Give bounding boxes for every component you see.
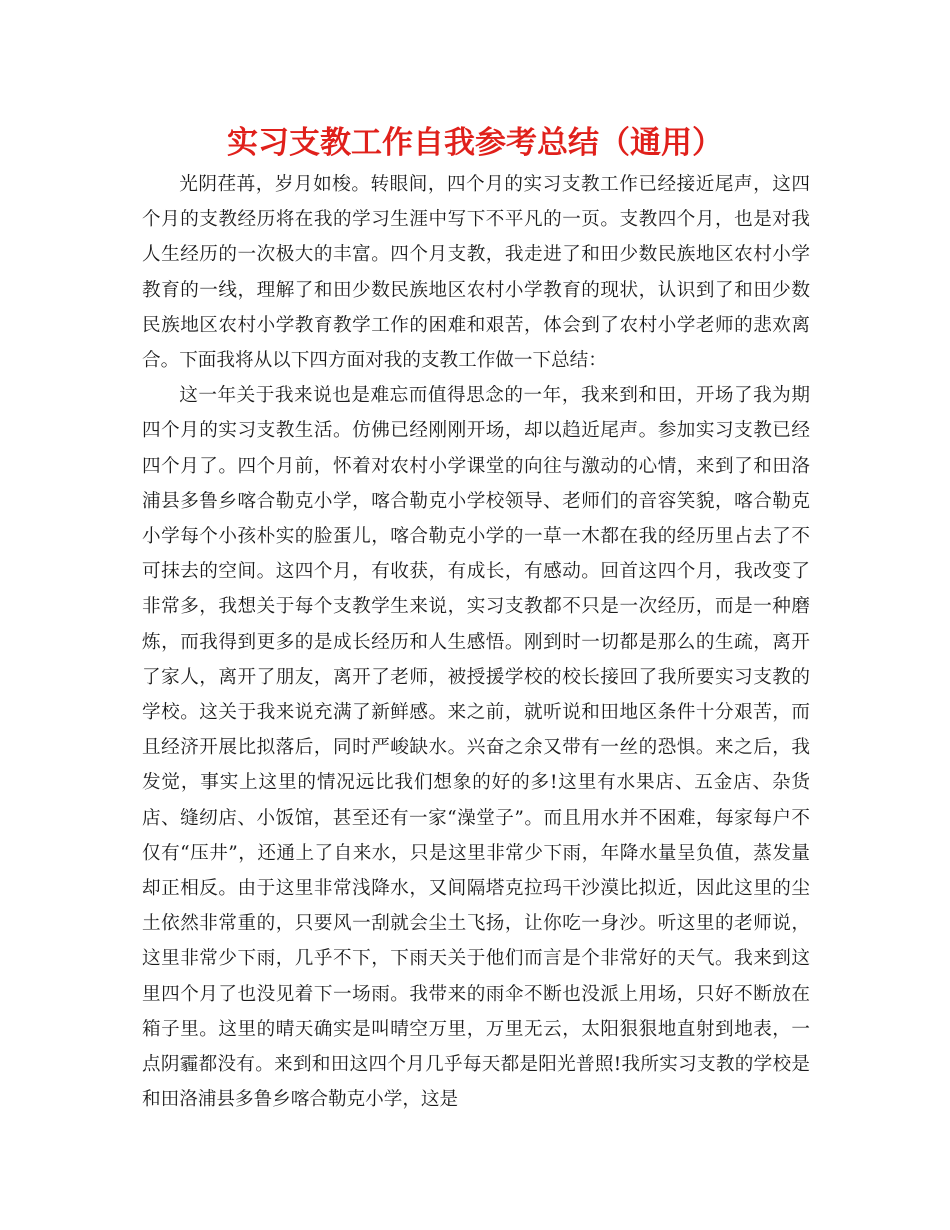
paragraph-main: 这一年关于我来说也是难忘而值得思念的一年，我来到和田，开场了我为期四个月的实习支教生活。仿佛已经刚刚开场，却以趋近尾声。参加实习支教已经四个月了。四个月前，怀着对农村小学课堂的向往与激动的心情，来到了和田洛浦县多鲁乡喀合勒克小学，喀合勒克小学校领导、老师们的音容笑貌，喀合勒克小学每个小孩朴实的脸蛋儿，喀合勒克小学的一草一木都在我的经历里占去了不可抹去的空间。这四个月，有收获，有成长，有感动。回首这四个月，我改变了非常多，我想关于每个支教学生来说，实习支教都不只是一次经历，而是一种磨炼，而我得到更多的是成长经历和人生感悟。刚到时一切都是那么的生疏，离开了家人，离开了朋友，离开了老师，被授援学校的校长接回了我所要实习支教的学校。这关于我来说充满了新鲜感。来之前，就听说和田地区条件十分艰苦，而且经济开展比拟落后，同时严峻缺水。兴奋之余又带有一丝的恐惧。来之后，我发觉，事实上这里的情况远比我们想象的好的多!这里有水果店、五金店、杂货店、缝纫店、小饭馆，甚至还有一家“澡堂子”。而且用水并不困难，每家每户不仅有“压井”，还通上了自来水，只是这里非常少下雨，年降水量呈负值，蒸发量却正相反。由于这里非常浅降水，又间隔塔克拉玛干沙漠比拟近，因此这里的尘土依然非常重的，只要风一刮就会尘土飞扬，让你吃一身沙。听这里的老师说，这里非常少下雨，几乎不下，下雨天关于他们而言是个非常好的天气。我来到这里四个月了也没见着下一场雨。我带来的雨伞不断也没派上用场，只好不断放在箱子里。这里的晴天确实是叫晴空万里，万里无云，太阳狠狠地直射到地表，一点阴霾都没有。来到和田这四个月几乎每天都是阳光普照!我所实习支教的学校是和田洛浦县多鲁乡喀合勒克小学，这是 [142, 385, 810, 1111]
document-title: 实习支教工作自我参考总结（通用） [227, 125, 723, 161]
document-body [142, 167, 810, 1117]
paragraph-intro: 光阴荏苒，岁月如梭。转眼间，四个月的实习支教工作已经接近尾声，这四个月的支教经历将在我的学习生涯中写下不平凡的一页。支教四个月，也是对我人生经历的一次极大的丰富。四个月支教，我走进了和田少数民族地区农村小学教育的一线，理解了和田少数民族地区农村小学教育的现状，认识到了和田少数民族地区农村小学教育教学工作的困难和艰苦，体会到了农村小学老师的悲欢离合。下面我将从以下四方面对我的支教工作做一下总结： [142, 174, 810, 372]
